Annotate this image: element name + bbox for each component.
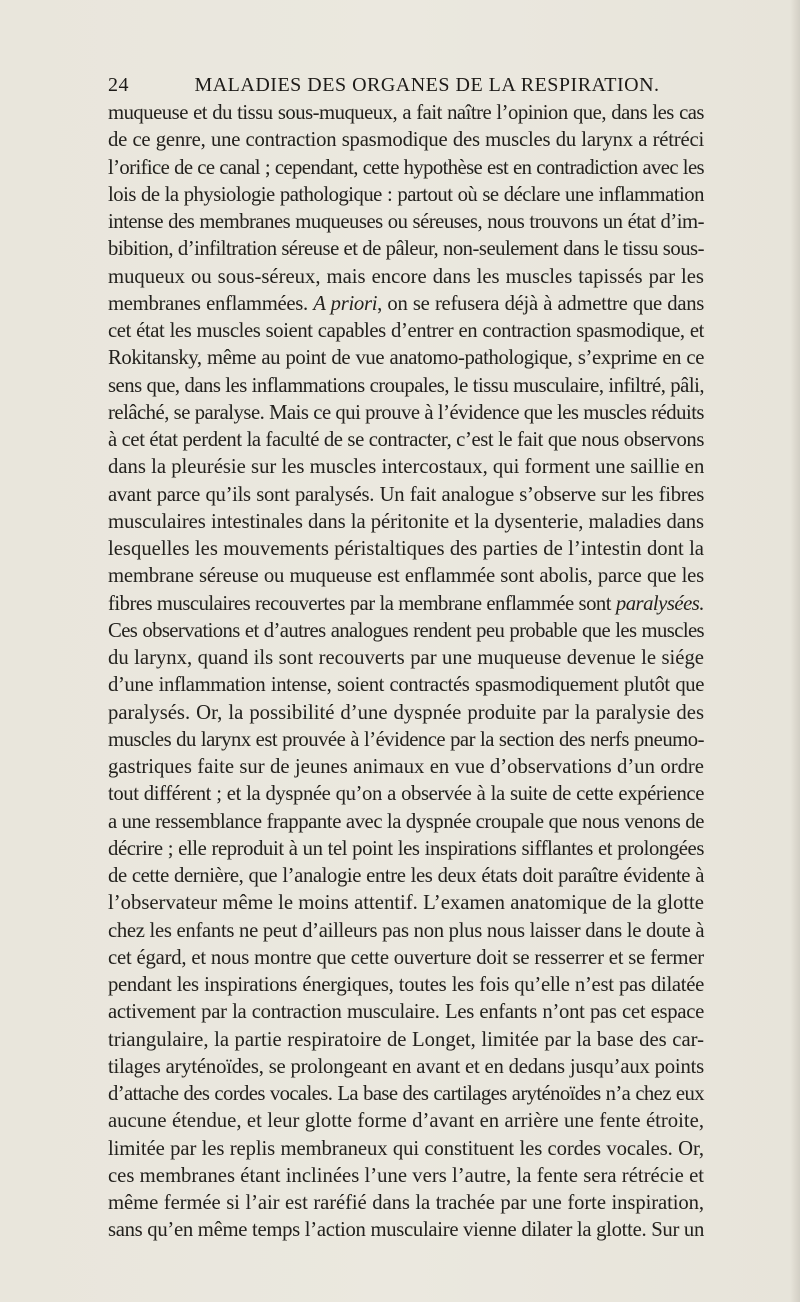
text-line: musculaires intestinales dans la péritonite et la dysenterie, maladies dans	[108, 510, 704, 533]
text-line: tout différent ; et la dyspnée qu’on a observée à la suite de cette expérience	[108, 783, 704, 806]
text-line: d’attache des cordes vocales. La base des cartilages aryténoïdes n’a chez eux	[108, 1083, 704, 1105]
text-line: sens que, dans les inflammations croupales, le tissu musculaire, infiltré, pâli,	[108, 374, 704, 397]
text-line: triangulaire, la partie respiratoire de Longet, limitée par la base des car-	[108, 1028, 704, 1051]
text-line: bibition, d’infiltration séreuse et de pâleur, non-seulement dans le tissu sous-	[108, 238, 704, 261]
text-line: relâché, se paralyse. Mais ce qui prouve à l’évidence que les muscles réduits	[108, 401, 704, 424]
running-title: MALADIES DES ORGANES DE LA RESPIRATION.	[194, 74, 660, 96]
text-line: paralysés. Or, la possibilité d’une dyspnée produite par la paralysie des	[108, 701, 704, 724]
text-line: de cette dernière, que l’analogie entre les deux états doit paraître évidente à	[108, 865, 704, 887]
text-line: tilages aryténoïdes, se prolongeant en avant et en dedans jusqu’aux points	[108, 1055, 704, 1078]
text-line: muqueux ou sous-séreux, mais encore dans les muscles tapissés par les	[108, 265, 704, 288]
page-header	[108, 74, 704, 100]
page-number: 24	[108, 74, 129, 96]
text-line: cet état les muscles soient capables d’entrer en contraction spasmodique, et	[108, 320, 704, 342]
text-line: intense des membranes muqueuses ou séreuses, nous trouvons un état d’im-	[108, 211, 704, 233]
text-line: fibres musculaires recouvertes par la membrane enflammée sont paralysées.	[108, 592, 704, 615]
body-text	[108, 100, 704, 1245]
text-line: l’observateur même le moins attentif. L’examen anatomique de la glotte	[108, 892, 704, 915]
text-line: d’une inflammation intense, soient contractés spasmodiquement plutôt que	[108, 674, 704, 697]
text-line: ces membranes étant inclinées l’une vers l’autre, la fente sera rétrécie et	[108, 1164, 704, 1187]
text-line: gastriques faite sur de jeunes animaux en vue d’observations d’un ordre	[108, 756, 704, 778]
text-line: à cet état perdent la faculté de se contracter, c’est le fait que nous observons	[108, 429, 704, 451]
text-line: sans qu’en même temps l’action musculaire vienne dilater la glotte. Sur un	[108, 1219, 704, 1242]
text-line: Rokitansky, même au point de vue anatomo-pathologique, s’exprime en ce	[108, 347, 704, 370]
text-line: cet égard, et nous montre que cette ouverture doit se resserrer et se fermer	[108, 946, 704, 969]
text-line: muqueuse et du tissu sous-muqueux, a fait naître l’opinion que, dans les cas	[108, 102, 704, 124]
text-line: lesquelles les mouvements péristaltiques des parties de l’intestin dont la	[108, 538, 704, 560]
text-line: activement par la contraction musculaire. Les enfants n’ont pas cet espace	[108, 1001, 704, 1024]
text-line: membrane séreuse ou muqueuse est enflammée sont abolis, parce que les	[108, 565, 704, 588]
text-line: membranes enflammées. A priori, on se refusera déjà à admettre que dans	[108, 292, 704, 315]
text-line: du larynx, quand ils sont recouverts par une muqueuse devenue le siége	[108, 647, 704, 669]
text-line: lois de la physiologie pathologique : partout où se déclare une inflammation	[108, 183, 704, 206]
text-line: dans la pleurésie sur les muscles intercostaux, qui forment une saillie en	[108, 456, 705, 479]
page-edge-shadow	[790, 0, 800, 1302]
text-line: pendant les inspirations énergiques, toutes les fois qu’elle n’est pas dilatée	[108, 974, 704, 996]
text-line: Ces observations et d’autres analogues rendent peu probable que les muscles	[108, 619, 704, 642]
text-line: même fermée si l’air est raréfié dans la trachée par une forte inspiration,	[108, 1192, 704, 1214]
text-line: aucune étendue, et leur glotte forme d’avant en arrière une fente étroite,	[108, 1110, 704, 1133]
text-line: de ce genre, une contraction spasmodique des muscles du larynx a rétréci	[108, 129, 704, 152]
text-line: muscles du larynx est prouvée à l’évidence par la section des nerfs pneumo-	[108, 728, 704, 751]
text-line: a une ressemblance frappante avec la dyspnée croupale que nous venons de	[108, 810, 704, 833]
text-line: l’orifice de ce canal ; cependant, cette hypothèse est en contradiction avec les	[108, 156, 704, 179]
text-line: limitée par les replis membraneux qui constituent les cordes vocales. Or,	[108, 1137, 704, 1160]
text-line: avant parce qu’ils sont paralysés. Un fait analogue s’observe sur les fibres	[108, 483, 704, 506]
text-line: décrire ; elle reproduit à un tel point les inspirations sifflantes et prolongées	[108, 837, 704, 860]
text-line: chez les enfants ne peut d’ailleurs pas non plus nous laisser dans le doute à	[108, 919, 705, 942]
